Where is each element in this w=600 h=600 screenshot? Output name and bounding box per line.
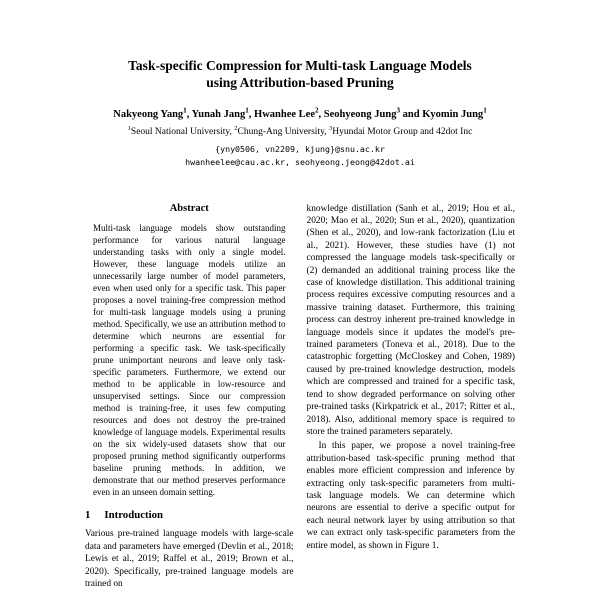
author-separator: and [400, 109, 423, 121]
abstract-text: Multi-task language models show outstanding performance for various natural language understanding tasks with only a single model. However, these language models utilize an unnecessarily large number of model parameters, even when used only for a specific task. This paper proposes a novel training-free compression method for multi-task language models using a pruning method. Specifically, we use an attribution method to determine which neurons are essential for performing a specific task. We task-specifically prune unimportant neurons and leave only task-specific parameters. Furthermore, we extend our method to be applicable in low-resource and unsupervised settings. Since our compression method is training-free, it uses few computing resources and does not destroy the pre-trained knowledge of language models. Experimental results on the six widely-used datasets show that our proposed pruning method significantly outperforms baseline pruning methods. In addition, we demonstrate that our method preserves performance even in an unseen domain setting. [93, 223, 286, 497]
affiliation-item: $^2$Chung-Ang University, [234, 124, 329, 137]
author-separator: , [186, 109, 192, 121]
affiliations-line [0, 125, 600, 139]
author-separator: , [318, 109, 324, 121]
affiliation-item: $^1$Seoul National University, [127, 124, 235, 137]
authors-line [0, 107, 600, 122]
right-column-paragraph-1: knowledge distillation (Sanh et al., 2019; Hou et al., 2020; Mao et al., 2020; Sun et al., 2020), quantization (Shen et al., 2020), and low-rank factorization (Liu et al., 2021). However, these studies have (1) not compressed the language models task-specifically or (2) demanded an additional training process like the case of knowledge distillation. This additional training process requires excessive computing resources and a massive training dataset. Furthermore, this training process can destroy inherent pre-trained knowledge in language models since it updates the model's pre-trained parameters (Toneva et al., 2018). Due to the catastrophic forgetting (McCloskey and Cohen, 1989) caused by pre-trained knowledge destruction, models which are compressed and trained for a specific task, tend to show degraded performance on solving other pre-trained tasks (Kirkpatrick et al., 2017; Ritter et al., 2018). Also, additional memory space is required to store the trained parameters separately. [306, 203, 515, 437]
author-name: Kyomin Jung$^1$ [422, 106, 487, 121]
author-name: Nakyeong Yang$^1$, [113, 106, 192, 121]
author-affiliation-mark: 2 [314, 106, 319, 115]
author-separator: , [248, 109, 255, 121]
right-column-paragraph-2: In this paper, we propose a novel training-free attribution-based task-specific pruning method that enables more efficient compression and inference by extracting only task-specific parameters from multi-task language models. We can determine which neurons are essential to derive a specific output for each neural network layer by using attribution so that we can extract only task-specific parameters from the entire model, as shown in Figure 1. [306, 441, 515, 551]
paper-title-line-2: using Attribution-based Pruning [206, 74, 394, 90]
section-1-title: Introduction [104, 509, 164, 521]
email-line-1: {yny0506, vn2209, kjung}@snu.ac.kr [215, 143, 385, 154]
section-1-heading [85, 509, 294, 521]
affiliation-item: $^3$Hyundai Motor Group and 42dot Inc [328, 124, 473, 137]
paper-title [0, 58, 600, 92]
section-1-number: 1 [85, 509, 91, 521]
author-affiliation-mark: 3 [396, 106, 401, 115]
author-name: Yunah Jang$^1$, [191, 106, 255, 121]
two-column-body [85, 203, 515, 591]
left-column [85, 203, 294, 591]
author-affiliation-mark: 1 [183, 106, 187, 115]
email-block [0, 143, 600, 169]
email-line-2: hwanheelee@cau.ac.kr, seohyeong.jeong@42dot.ai [185, 156, 415, 167]
right-column [307, 203, 516, 591]
abstract-heading: Abstract [169, 202, 209, 214]
author-affiliation-mark: 1 [245, 106, 249, 115]
introduction-paragraph-1: Various pre-trained language models with large-scale data and parameters have emerged (Devlin et al., 2018; Lewis et al., 2019; Raffel et al., 2019; Brown et al., 2020). Specifically, pre-trained language models are trained on [85, 529, 294, 590]
paper-title-line-1: Task-specific Compression for Multi-task Language Models [128, 58, 472, 73]
author-name: Seohyeong Jung$^3$ and [323, 106, 423, 121]
author-affiliation-mark: 1 [483, 106, 487, 115]
author-name: Hwanhee Lee$^2$, [254, 106, 324, 121]
